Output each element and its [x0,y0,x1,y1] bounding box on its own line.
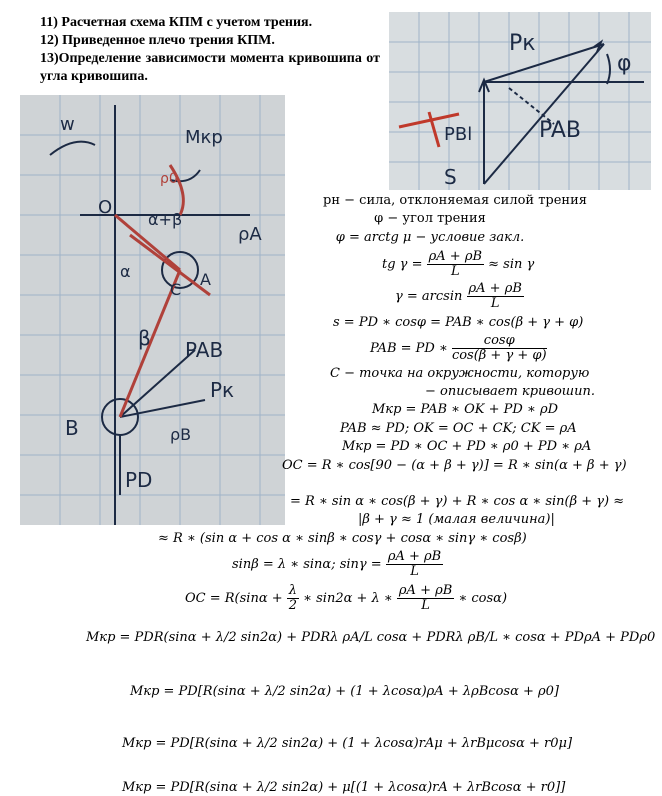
force-triangle-photo [389,12,651,190]
heading-13: 13)Определение зависимости момента кривошипа от угла кривошипа. [40,51,380,84]
photo-label: B [65,416,79,440]
photo-label: ρB [170,425,192,444]
photo-label: φ [617,51,632,76]
photo-label: S [444,165,457,189]
formula-line: pн − сила, отклоняемая силой трения [323,193,587,208]
photo-label: PAB [539,118,582,143]
photo-label: ρA [238,224,262,245]
formula-line: φ = arctg μ − условие закл. [335,230,525,245]
photo-label: Mкр [185,127,223,148]
formula-line: OC = R(sinα + $\frac{\lambda}{2}$ ∗ sin2α + λ ∗ $\frac{\rho A + \rho B}{L}$ ∗ cosα) [185,583,508,613]
formula-line: |β + γ ≈ 1 (малая величина)| [358,512,555,527]
formula-line: Mкр = PAB ∗ OK + PD ∗ ρD [372,402,559,417]
formula-line: Mкр = PD[R(sinα + λ/2 sin2α) + (1 + λcosα)ρA + λρBcosα + ρ0] [130,684,559,699]
photo-label: A [200,270,211,289]
photo-label: PBl [444,124,473,145]
formula-line: sinβ = λ ∗ sinα; sinγ = $\frac{\rho A + \rho B}{L}$ [232,549,442,579]
formula-line: OC = R ∗ cos[90 − (α + β + γ)] = R ∗ sin(α + β + γ) [282,458,627,473]
formula-line: φ − угол трения [374,211,486,226]
formula-line: Mкр = PD ∗ OC + PD ∗ ρ0 + PD ∗ ρA [342,439,592,454]
photo-label: α [120,262,131,281]
formula-line: Mкр = PDR(sinα + λ/2 sin2α) + PDRλ ρA/L cosα + PDRλ ρB/L ∗ cosα + PDρA + PDρ0 [86,630,656,645]
formula-line: − описывает кривошип. [425,384,595,399]
formula-line: tg γ = $\frac{\rho A + \rho B}{L}$ ≈ sin γ [382,249,535,279]
formula-line: C − точка на окружности, которую [330,366,590,381]
photo-label: PD [125,468,153,492]
heading-11: 11) Расчетная схема КПМ с учетом трения. [40,15,313,30]
heading-12: 12) Приведенное плечо трения КПМ. [40,33,275,48]
photo-label: O [98,197,113,218]
photo-label: PAB [185,338,224,362]
formula-line: PAB = PD ∗ $\frac{\cos\varphi}{\cos(\beta + \gamma + \varphi)}$ [370,333,547,363]
photo-label: α+β [148,210,183,229]
photo-label: β [138,326,151,350]
formula-line: ≈ R ∗ (sin α + cos α ∗ sinβ ∗ cosγ + cosα ∗ sinγ ∗ cosβ) [158,531,527,546]
photo-label: Pк [509,31,536,56]
photo-label: Pк [210,378,235,402]
formula-line: PAB ≈ PD; OK = OC + CK; CK = ρA [340,421,577,436]
formula-line: γ = arcsin $\frac{\rho A + \rho B}{L}$ [395,281,522,311]
photo-label: C [170,280,182,299]
photo-label: ρ0 [160,171,178,187]
formula-line: Mкр = PD[R(sinα + λ/2 sin2α) + μ[(1 + λcosα)rA + λrBcosα + r0]] [122,780,566,795]
formula-line: = R ∗ sin α ∗ cos(β + γ) + R ∗ cos α ∗ sin(β + γ) ≈ [290,494,625,509]
photo-label: w [60,114,75,135]
crank-scheme-photo [20,95,285,525]
formula-line: s = PD ∗ cosφ = PAB ∗ cos(β + γ + φ) [333,315,584,330]
formula-line: Mкр = PD[R(sinα + λ/2 sin2α) + (1 + λcosα)rAμ + λrBμcosα + r0μ] [122,736,573,751]
